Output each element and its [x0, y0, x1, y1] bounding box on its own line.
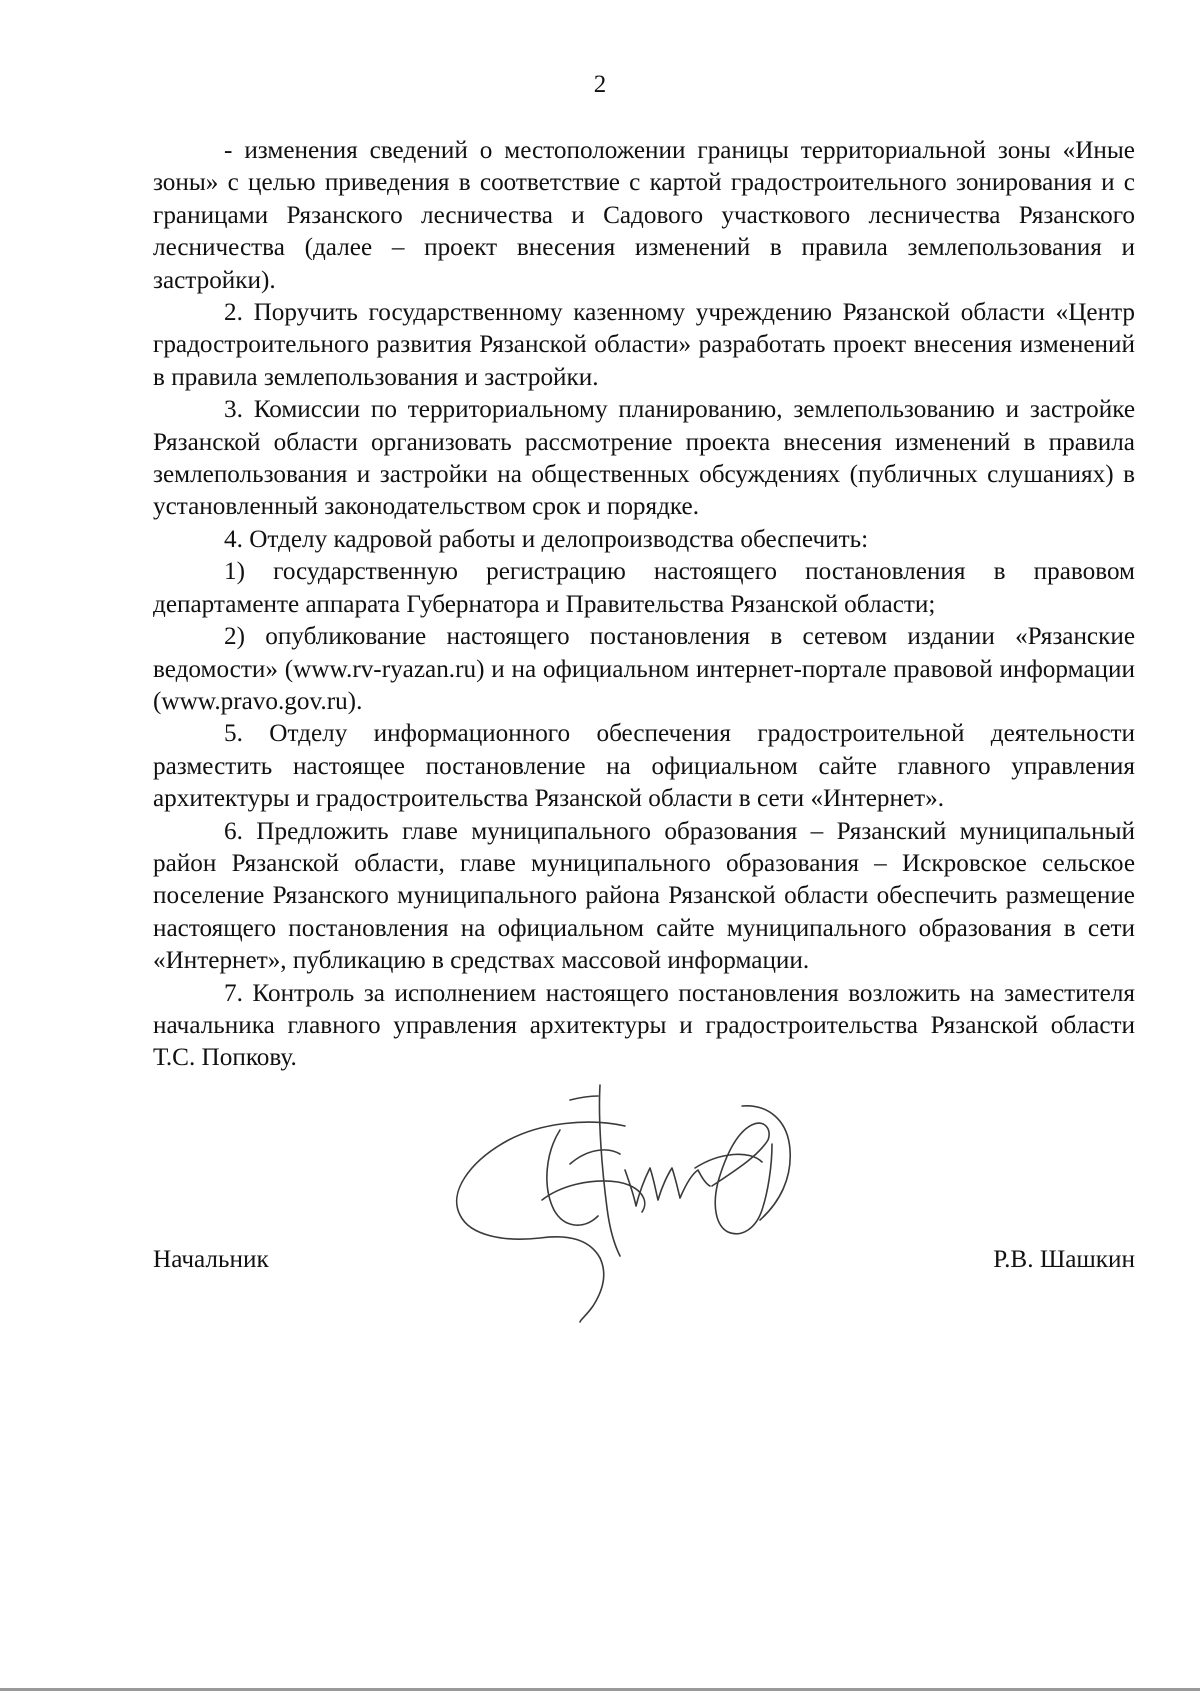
paragraph-item-4-2: 2) опубликование настоящего постановления в сетевом издании «Рязанские ведомости» (www.rv-ryazan.ru) и на официальном интернет-портале правовой информации (www.pravo.gov.ru).: [153, 623, 1135, 715]
page-number: 2: [593, 71, 607, 98]
paragraph-item-5: 5. Отделу информационного обеспечения градостроительной деятельности разместить настоящее постановление на официальном сайте главного управления архитектуры и градостроительства Рязанской области в сети «Интернет».: [153, 720, 1135, 813]
page-bottom-border: [0, 1688, 1200, 1691]
document-body: [153, 135, 1135, 1075]
paragraph-zone-change: - изменения сведений о местоположении границы территориальной зоны «Иные зоны» с целью приведения в соответствие с картой градостроительного зонирования и с границами Рязанского лесничества и Садового участкового лесничества Рязанского лесничества (далее – проект внесения изменений в правила землепользования и застройки).: [153, 137, 1135, 294]
paragraph-item-6: 6. Предложить главе муниципального образования – Рязанский муниципальный район Рязанской области, главе муниципального образования – Искровское сельское поселение Рязанского муниципального района Рязанской области обеспечить размещение настоящего постановления на официальном сайте муниципального образования в сети «Интернет», публикацию в средствах массовой информации.: [153, 817, 1135, 975]
paragraph-item-7: 7. Контроль за исполнением настоящего постановления возложить на заместителя начальника главного управления архитектуры и градостроительства Рязанской области Т.С. Попкову.: [153, 979, 1135, 1072]
handwritten-signature: [450, 1060, 870, 1370]
signer-name: Р.В. Шашкин: [993, 1246, 1135, 1273]
paragraph-item-4-1: 1) государственную регистрацию настоящего постановления в правовом департаменте аппарата Губернатора и Правительства Рязанской области;: [153, 558, 1135, 618]
signer-title: Начальник: [153, 1246, 269, 1273]
paragraph-item-4: 4. Отделу кадровой работы и делопроизводства обеспечить:: [224, 525, 869, 553]
paragraph-item-2: 2. Поручить государственному казенному учреждению Рязанской области «Центр градостроительного развития Рязанской области» разработать проект внесения изменений в правила землепользования и застройки.: [153, 299, 1135, 391]
paragraph-item-3: 3. Комиссии по территориальному планированию, землепользованию и застройке Рязанской области организовать рассмотрение проекта внесения изменений в правила землепользования и застройки на общественных обсуждениях (публичных слушаниях) в установленный законодательством срок и порядке.: [153, 396, 1135, 521]
